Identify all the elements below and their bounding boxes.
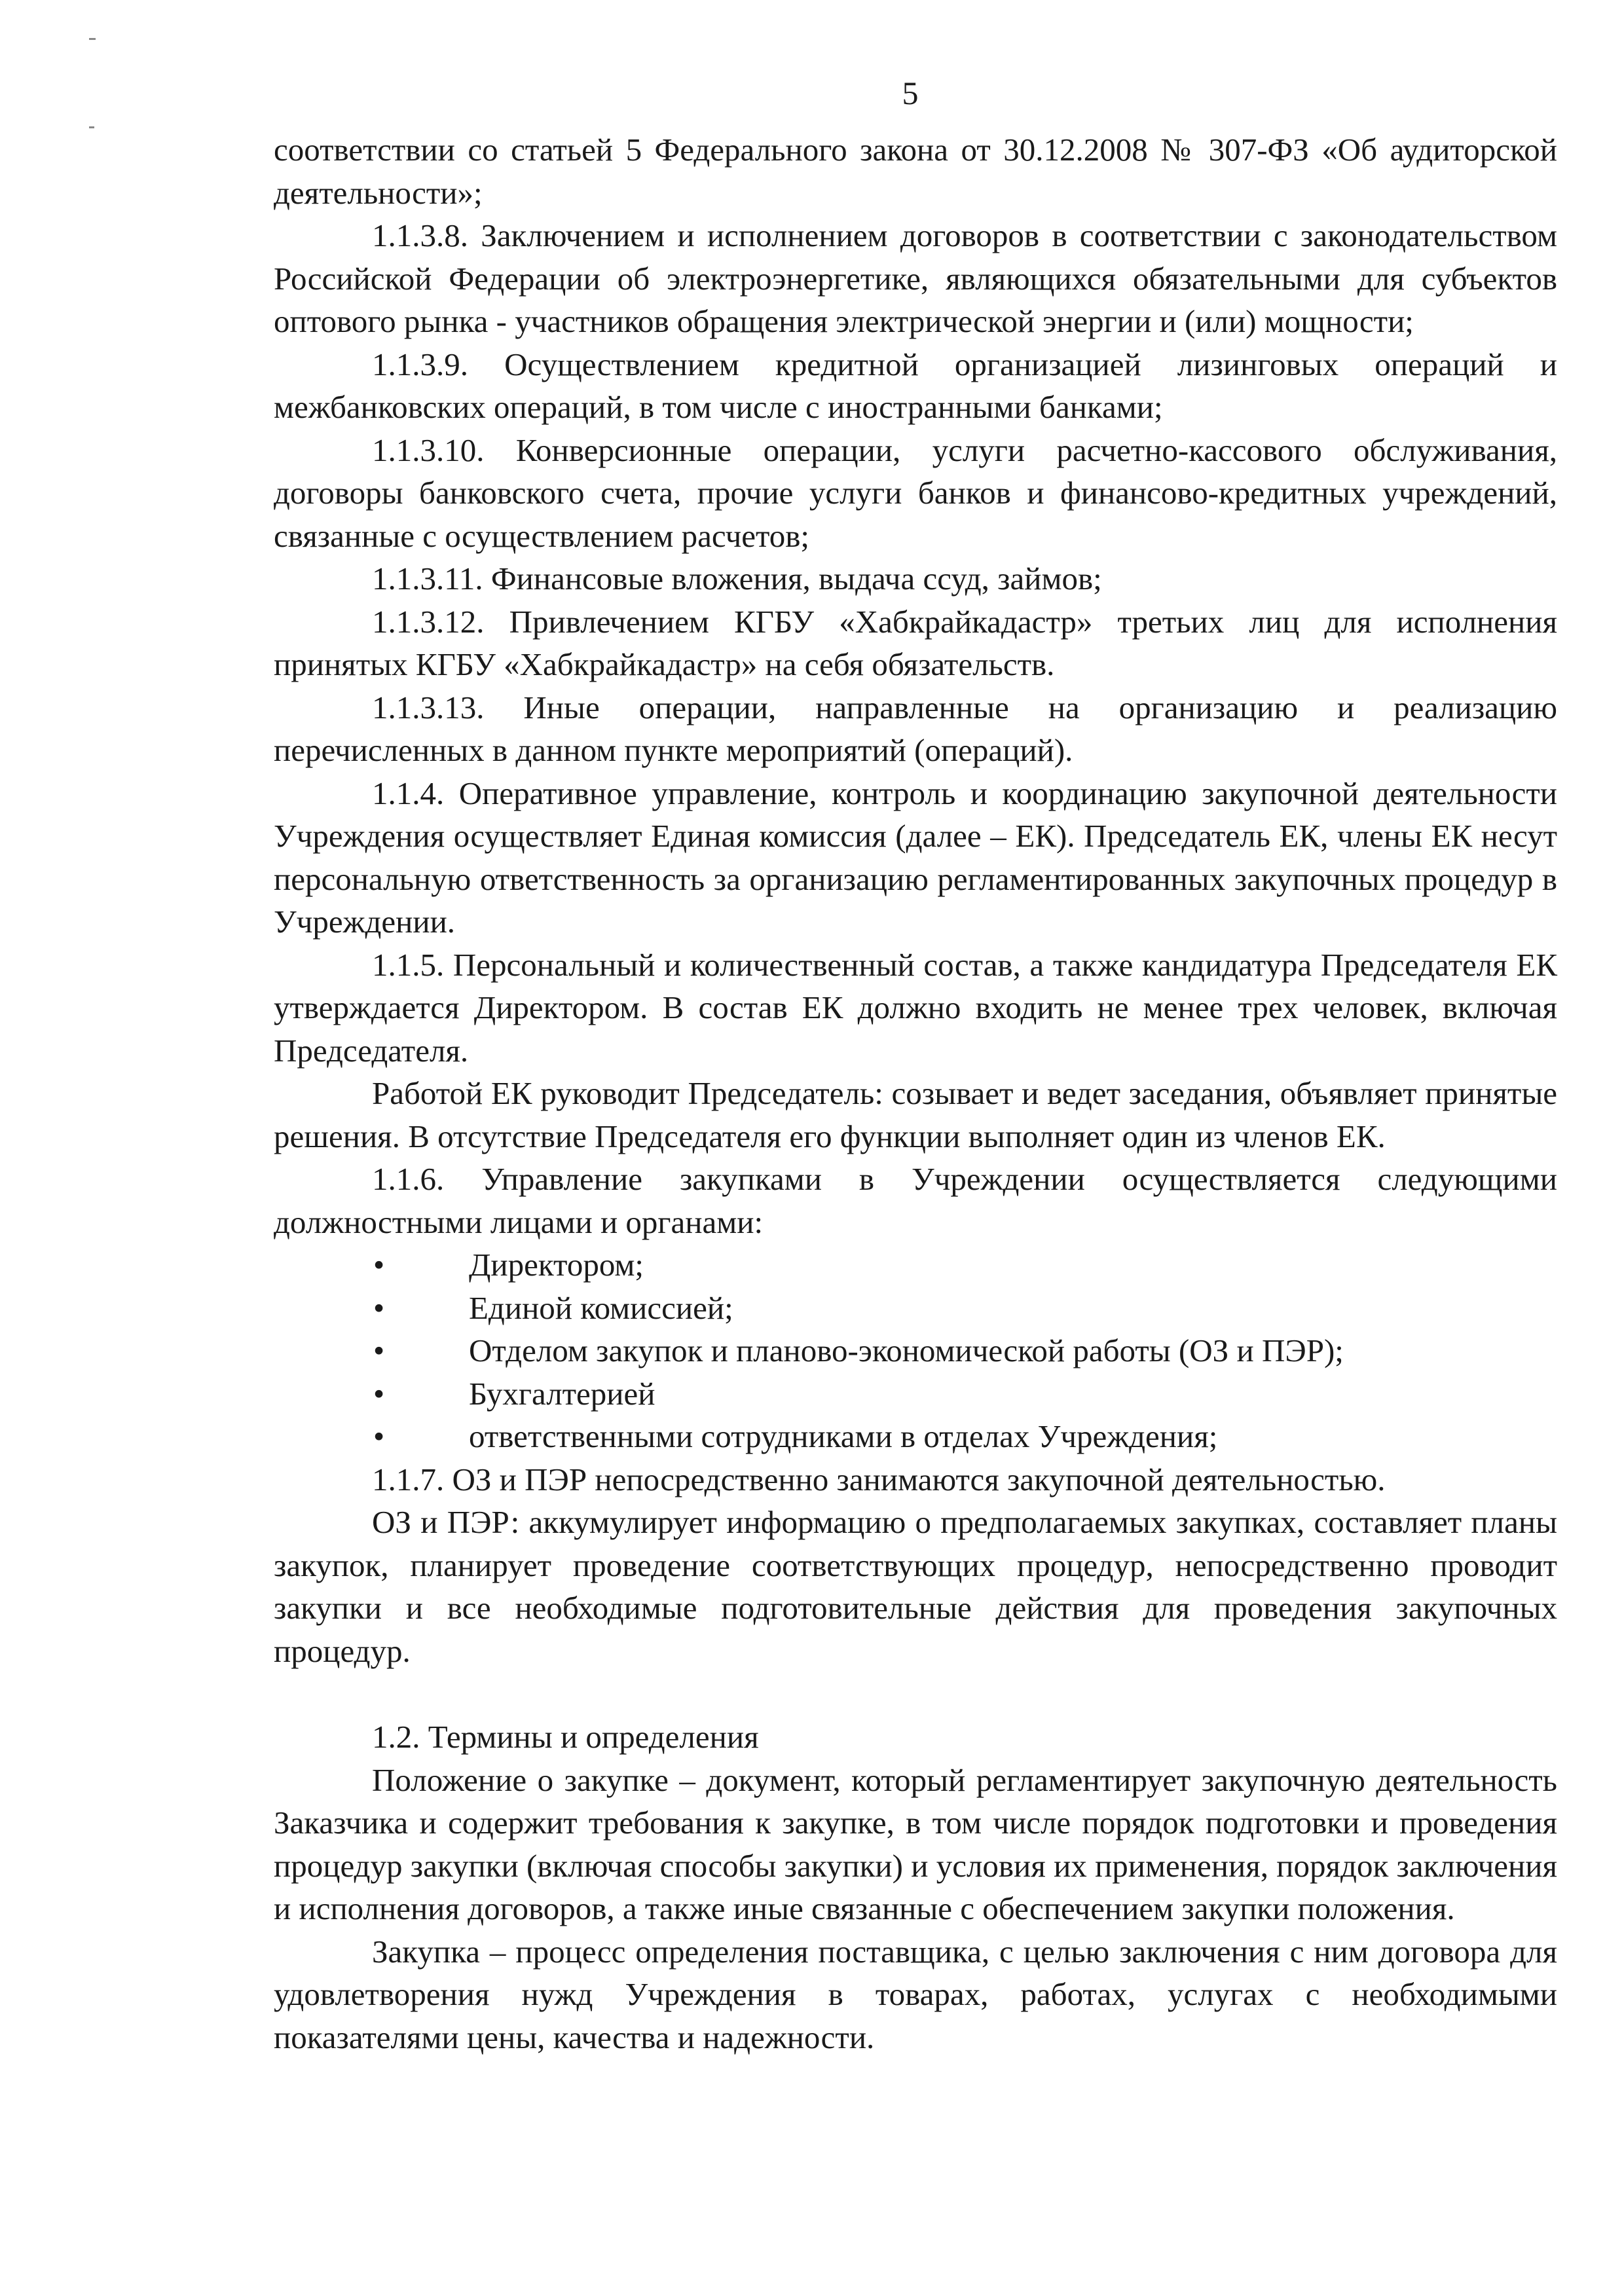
bullet-dot: •: [373, 1418, 385, 1454]
bullet-dot: •: [373, 1332, 385, 1368]
document-body: [274, 128, 1557, 2059]
paragraph: 1.1.3.12. Привлечением КГБУ «Хабкрайкадастр» третьих лиц для исполнения принятых КГБУ «Хабкрайкадастр» на себя обязательств.: [274, 603, 1557, 682]
bullet-text: Директором;: [469, 1247, 644, 1283]
definition-paragraph: Закупка – процесс определения поставщика, с целью заключения с ним договора для удовлетворения нужд Учреждения в товарах, работах, услугах с необходимыми показателями цены, качества и надежности.: [274, 1933, 1557, 2055]
paragraph: 1.1.3.10. Конверсионные операции, услуги расчетно-кассового обслуживания, договоры банковского счета, прочие услуги банков и финансово-кредитных учреждений, связанные с осуществлением расчетов;: [274, 431, 1557, 554]
paragraph: 1.1.6. Управление закупками в Учреждении осуществляется следующими должностными лицами и органами:: [274, 1161, 1557, 1240]
scan-mark-side: [89, 126, 94, 128]
paragraph: 1.1.3.9. Осуществлением кредитной организацией лизинговых операций и межбанковских операций, в том числе с иностранными банками;: [274, 346, 1557, 425]
paragraph: Работой ЕК руководит Председатель: созывает и ведет заседания, объявляет принятые решения. В отсутствие Председателя его функции выполняет один из членов ЕК.: [274, 1075, 1557, 1154]
bullet-item: [274, 1243, 1557, 1287]
bullet-item: [274, 1287, 1557, 1330]
bullet-dot: •: [373, 1289, 385, 1326]
scan-mark-top: [89, 38, 96, 40]
paragraph: 1.1.3.13. Иные операции, направленные на организацию и реализацию перечисленных в данном пункте мероприятий (операций).: [274, 689, 1557, 768]
definition-paragraph: Положение о закупке – документ, который регламентирует закупочную деятельность Заказчика и содержит требования к закупке, в том числе порядок подготовки и проведения процедур закупки (включая способы закупки) и условия их применения, порядок заключения и исполнения договоров, а также иные связанные с обеспечением закупки положения.: [274, 1761, 1557, 1926]
paragraph: 1.1.7. ОЗ и ПЭР непосредственно занимаются закупочной деятельностью.: [372, 1461, 1386, 1497]
bullet-text: Единой комиссией;: [469, 1289, 733, 1326]
section-heading: 1.2. Термины и определения: [372, 1719, 759, 1755]
page-number: 5: [902, 75, 919, 111]
bullet-text: Бухгалтерией: [469, 1375, 655, 1412]
bullet-dot: •: [373, 1247, 385, 1283]
paragraph: 1.1.3.8. Заключением и исполнением договоров в соответствии с законодательством Российской Федерации об электроэнергетике, являющихся обязательными для субъектов оптового рынка - участников обращения электрической энергии и (или) мощности;: [274, 217, 1557, 339]
bullet-text: ответственными сотрудниками в отделах Учреждения;: [469, 1418, 1218, 1454]
bullet-item: [274, 1329, 1557, 1372]
bullet-item: [274, 1415, 1557, 1458]
bullet-item: [274, 1372, 1557, 1416]
paragraphs-before-bullets: [274, 128, 1557, 1243]
paragraph: 1.1.3.11. Финансовые вложения, выдача ссуд, займов;: [372, 560, 1102, 597]
bullet-dot: •: [373, 1375, 385, 1412]
bullet-text: Отделом закупок и планово-экономической работы (ОЗ и ПЭР);: [469, 1332, 1344, 1368]
section-gap: [274, 1672, 1557, 1716]
bullet-list: [274, 1243, 1557, 1458]
paragraph: 1.1.4. Оперативное управление, контроль и координацию закупочной деятельности Учреждения осуществляет Единая комиссия (далее – ЕК). Председатель ЕК, члены ЕК несут персональную ответственность за организацию регламентированных закупочных процедур в Учреждении.: [274, 775, 1557, 940]
paragraph: ОЗ и ПЭР: аккумулирует информацию о предполагаемых закупках, составляет планы закупок, планирует проведение соответствующих процедур, непосредственно проводит закупки и все необходимые подготовительные действия для проведения закупочных процедур.: [274, 1504, 1557, 1669]
paragraph: соответствии со статьей 5 Федерального закона от 30.12.2008 № 307-ФЗ «Об аудиторской деятельности»;: [274, 132, 1557, 211]
paragraph: 1.1.5. Персональный и количественный состав, а также кандидатура Председателя ЕК утверждается Директором. В состав ЕК должно входить не менее трех человек, включая Председателя.: [274, 946, 1557, 1069]
